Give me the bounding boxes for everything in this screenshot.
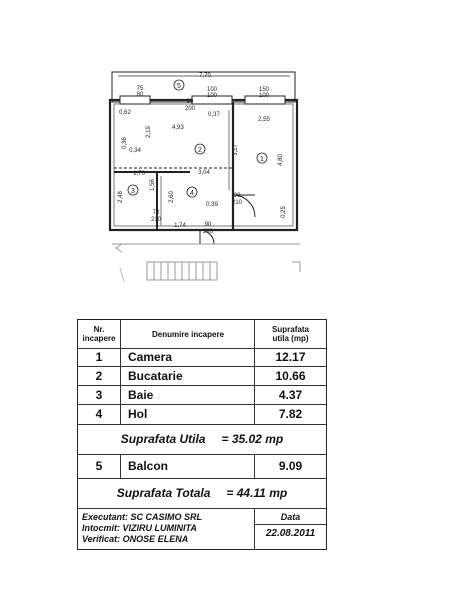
dim-174: 1,74 [174, 223, 186, 229]
row-name: Bucatarie [120, 366, 255, 385]
table-footer [78, 508, 326, 549]
room-label-5: 5 [177, 83, 181, 90]
header-nr-line1: Nr. [93, 325, 105, 334]
date-value: 22.08.2011 [265, 528, 316, 539]
dim-210a: 210 [231, 200, 243, 206]
verificat-line: Verificat: ONOSE ELENA [82, 534, 189, 544]
row-area: 10.66 [254, 366, 326, 385]
executant-line: Executant: SC CASIMO SRL [82, 512, 203, 522]
table-row [78, 366, 326, 386]
dim-219: 2,19 [146, 126, 152, 138]
dim-156: 1,56 [150, 179, 156, 191]
table-row [78, 385, 326, 405]
dim-90a: 90 [186, 99, 194, 105]
header-area-line2: utila (mp) [272, 334, 309, 343]
dim-100c: 100 [258, 93, 270, 99]
row-area: 4.37 [254, 385, 326, 404]
area-table [77, 319, 327, 550]
row-area: 9.09 [254, 454, 326, 478]
dim-70: 70 [152, 210, 160, 216]
row-nr: 2 [95, 368, 103, 383]
dim-75: 75 [136, 86, 144, 92]
header-area-line1: Suprafata [272, 325, 309, 334]
dim-100b: 100 [206, 93, 218, 99]
useful-total-label: Suprafata Utila [120, 432, 206, 446]
dim-480: 4,80 [278, 154, 284, 166]
dim-255: 2,55 [258, 117, 270, 123]
dim-210b: 210 [150, 217, 162, 223]
dim-062: 0,62 [119, 110, 131, 116]
dim-260: 2,60 [169, 191, 175, 203]
useful-total-value: = 35.02 mp [221, 432, 284, 446]
row-name: Balcon [120, 454, 255, 478]
dim-317: 3,17 [233, 144, 239, 156]
table-row [78, 404, 326, 425]
dim-90b: 90 [233, 193, 241, 199]
dim-80: 80 [136, 92, 144, 98]
row-nr: 1 [95, 350, 103, 364]
header-name: Denumire incapere [151, 329, 225, 339]
dim-034: 0,34 [129, 148, 141, 154]
dim-304: 3,04 [198, 170, 210, 176]
row-name: Hol [120, 404, 255, 424]
dim-248: 2,48 [118, 191, 124, 203]
row-area: 12.17 [254, 348, 326, 366]
table-header [78, 320, 326, 349]
date-label: Data [255, 510, 326, 525]
date-box [254, 508, 326, 549]
row-nr: 4 [95, 407, 103, 421]
useful-total-row [78, 424, 326, 455]
dim-493: 4,93 [172, 125, 184, 131]
row-nr: 3 [95, 387, 103, 402]
row-nr: 5 [95, 459, 103, 473]
dim-025: 0,25 [281, 206, 287, 218]
dim-210c: 210 [202, 229, 214, 235]
table-row [78, 454, 326, 479]
header-nr-line2: incapere [82, 334, 116, 343]
dim-200: 200 [184, 106, 196, 112]
dim-176: 1,76 [133, 171, 145, 177]
room-label-2: 2 [198, 147, 202, 154]
grand-total-value: = 44.11 mp [226, 486, 288, 500]
grand-total-label: Suprafata Totala [116, 486, 211, 500]
dim-150: 150 [258, 87, 270, 93]
row-name: Camera [120, 348, 255, 366]
row-name: Baie [120, 385, 255, 404]
dim-90c: 90 [204, 222, 212, 228]
intocmit-line: Intocmit: VIZIRU LUMINITA [82, 523, 197, 533]
dim-total-width: 7,70 [199, 73, 211, 79]
row-area: 7.82 [254, 404, 326, 424]
dim-039: 0,39 [206, 202, 218, 208]
room-label-3: 3 [131, 188, 135, 195]
room-label-4: 4 [190, 190, 194, 197]
table-row [78, 348, 326, 367]
dim-037: 0,37 [208, 112, 220, 118]
grand-total-row [78, 478, 326, 509]
dim-100a: 100 [206, 87, 218, 93]
room-label-1: 1 [260, 156, 264, 163]
dim-036: 0,36 [122, 137, 128, 149]
